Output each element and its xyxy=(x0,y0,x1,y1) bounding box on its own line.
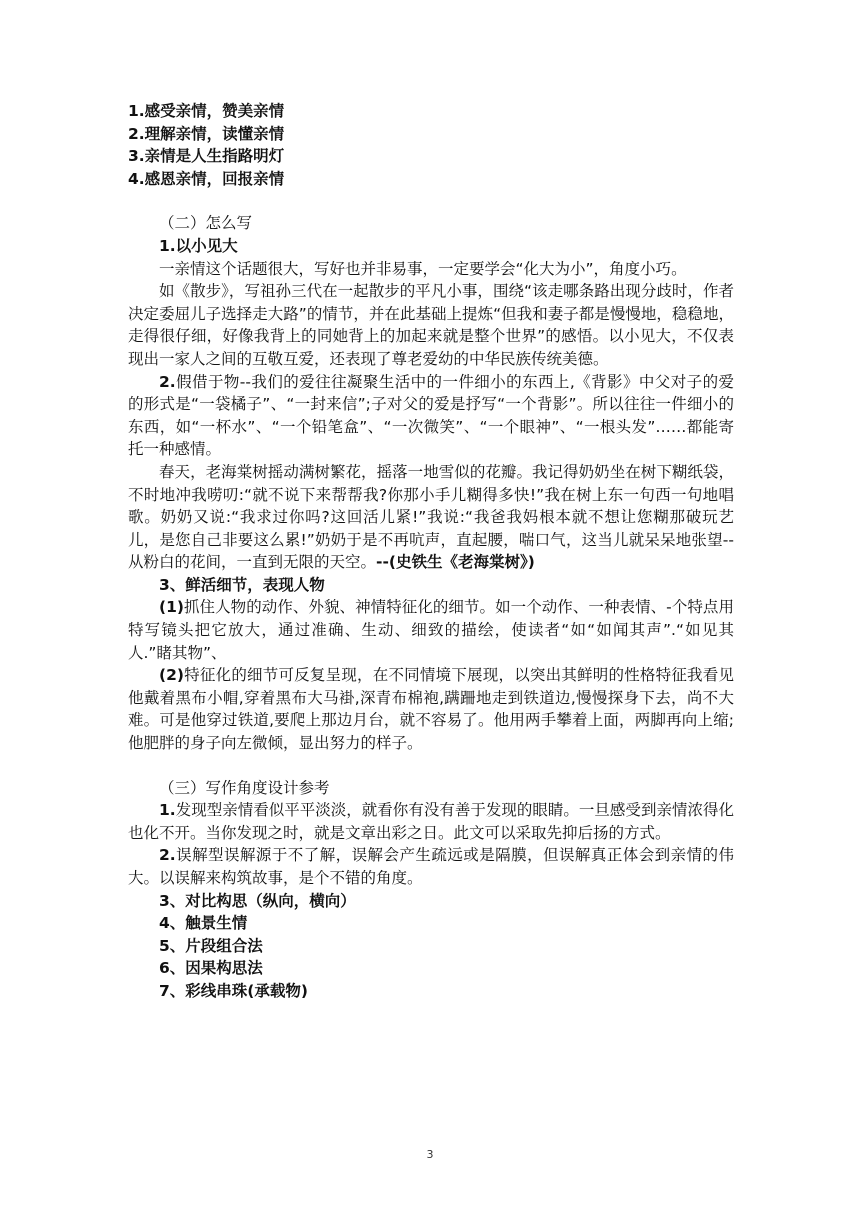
item-label: 1. xyxy=(159,801,176,820)
item-label: 2. xyxy=(159,846,176,865)
sub-text: 特征化的细节可反复呈现，在不同情境下展现，以突出其鲜明的性格特征我看见他戴着黑布小帽,穿着黑布大马褂,深青布棉袍,蹒跚地走到铁道边,慢慢探身下去，尚不大难。可是他穿过铁道,要爬上那边月台，就不容易了。他用两手攀着上面，两脚再向上缩;他肥胖的身子向左微倾，显出努力的样子。 xyxy=(128,666,734,753)
paragraph xyxy=(128,799,734,844)
point-title: 1.以小见大 xyxy=(159,236,238,255)
quote-source: --(史铁生《老海棠树》) xyxy=(376,553,535,572)
paragraph: 如《散步》，写祖孙三代在一起散步的平凡小事，围绕“该走哪条路出现分歧时，作者决定委屈儿子选择走大路”的情节，并在此基础上提炼“但我和妻子都是慢慢地，稳稳地，走得很仔细，好像我背上的同她背上的加起来就是整个世界”的感悟。以小见大，不仅表现出一家人之间的互敬互爱，还表现了尊老爱幼的中华民族传统美德。 xyxy=(128,282,734,368)
page-number: 3 xyxy=(426,1148,434,1161)
document-page xyxy=(128,100,734,1003)
paragraph xyxy=(128,844,734,889)
section-how-to-write xyxy=(128,212,734,754)
item-text: 发现型亲情看似平平淡淡，就看你有没有善于发现的眼睛。一旦感受到亲情浓得化也化不开。当你发现之时，就是文章出彩之日。此文可以采取先抑后扬的方式。 xyxy=(128,801,734,842)
list-item: 7、彩线串珠(承载物) xyxy=(159,981,308,1000)
section-heading: （二）怎么写 xyxy=(159,214,253,233)
list-item: 6、因果构思法 xyxy=(159,959,263,978)
paragraph: 一亲情这个话题很大，写好也并非易事，一定要学会“化大为小”，角度小巧。 xyxy=(159,259,687,278)
point-title: 3、鲜活细节，表现人物 xyxy=(159,575,325,594)
item-text: 误解型误解源于不了解，误解会产生疏远或是隔膜，但误解真正体会到亲情的伟大。以误解来构筑故事，是个不错的角度。 xyxy=(128,846,734,887)
paragraph xyxy=(128,461,734,574)
list-item: 5、片段组合法 xyxy=(159,936,263,955)
list-item: 2.理解亲情，读懂亲情 xyxy=(128,124,285,143)
section-heading: （三）写作角度设计参考 xyxy=(159,778,330,797)
paragraph xyxy=(128,371,734,461)
sub-label: (1) xyxy=(159,598,184,617)
paragraph xyxy=(128,664,734,754)
point-label: 2. xyxy=(159,372,176,391)
sub-text: 抓住人物的动作、外貌、神情特征化的细节。如一个动作、一种表情、-个特点用特写镜头把它放大，通过准确、生动、细致的描绘，使读者“如“如闻其声”.“如见其人.”睹其物”、 xyxy=(128,598,734,662)
list-item: 3、对比构思（纵向，横向） xyxy=(159,891,356,910)
sub-label: (2) xyxy=(159,666,184,685)
quote-text: 春天，老海棠树摇动满树繁花，摇落一地雪似的花瓣。我记得奶奶坐在树下糊纸袋，不时地冲我唠叨:“就不说下来帮帮我?你那小手儿糊得多快!”我在树上东一句西一句地唱歌。奶奶又说:“我求过你吗?这回活儿紧!”我说:“我爸我妈根本就不想让您糊那破玩艺儿，是您自己非要这么累!”奶奶于是不再吭声，直起腰，喘口气，这当儿就呆呆地张望--从粉白的花间，一直到无限的天空。 xyxy=(128,462,734,572)
list-item: 4、触景生情 xyxy=(159,914,248,933)
point-text: 假借于物--我们的爱往往凝聚生活中的一件细小的东西上,《背影》中父对子的爱的形式是“一袋橘子”、“一封来信”;子对父的爱是抒写“一个背影”。所以往往一件细小的东西，如“一杯水”、“一个铅笔盒”、“一次微笑”、“一个眼神”、“一根头发”……都能寄托一种感情。 xyxy=(128,372,734,459)
paragraph xyxy=(128,596,734,664)
intro-list xyxy=(128,100,734,190)
list-item: 3.亲情是人生指路明灯 xyxy=(128,147,285,166)
section-writing-angles xyxy=(128,777,734,1003)
list-item: 4.感恩亲情，回报亲情 xyxy=(128,169,285,188)
list-item: 1.感受亲情，赞美亲情 xyxy=(128,102,285,120)
